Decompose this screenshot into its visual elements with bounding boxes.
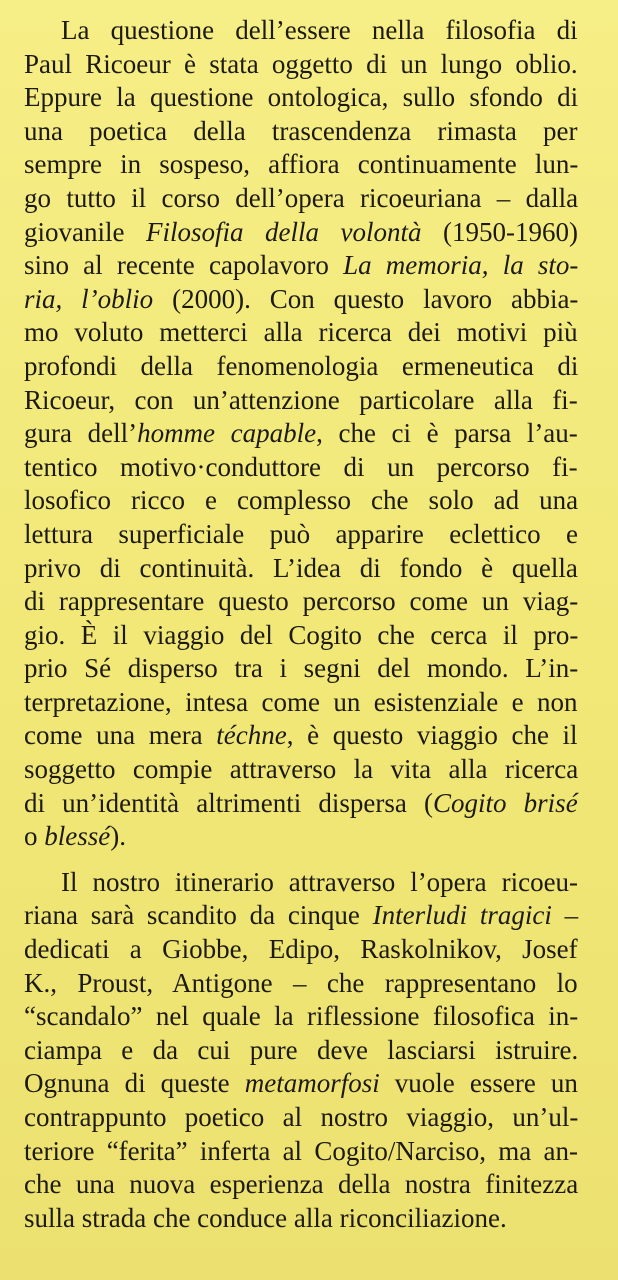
text-line: dedicati a Giobbe, Edipo, Raskolnikov, Josef [24,934,578,965]
text-line: losofico ricco e complesso che solo ad una [24,485,579,516]
text-line: di un’identità altrimenti dispersa (Cogito brisé [24,787,578,818]
text-line: gio. È il viaggio del Cogito che cerca il pro- [24,619,579,650]
text-line: go tutto il corso dell’opera ricoeuriana – dalla [24,182,579,213]
paragraph-1 [24,14,578,854]
text-line: “scandalo” nel quale la riflessione filosofica in- [24,1001,579,1032]
body-text [24,14,578,1235]
text-line: sempre in sospeso, affiora continuamente lun- [24,149,579,180]
text-line: tentico motivo·conduttore di un percorso fi- [24,451,578,482]
text-line: Paul Ricoeur è stata oggetto di un lungo oblio. [24,48,578,79]
text-line: profondi della fenomenologia ermeneutica di [24,350,579,381]
text-line: mo voluto metterci alla ricerca dei motivi più [24,317,578,348]
text-line: privo di continuità. L’idea di fondo è quella [24,552,578,583]
text-line: La questione dell’essere nella filosofia di [61,15,578,45]
text-line: riana sarà scandito da cinque Interludi tragici – [24,900,579,931]
text-line: contrappunto poetico al nostro viaggio, un’ul- [24,1102,579,1132]
text-line: giovanile Filosofia della volontà (1950-1960) [24,216,578,247]
text-line: sulla strada che conduce alla riconciliazione. [24,1202,507,1233]
text-line: Il nostro itinerario attraverso l’opera ricoeu- [61,866,579,897]
text-line: una poetica della trascendenza rimasta per [24,115,578,146]
text-line: K., Proust, Antigone – che rappresentano lo [24,967,578,998]
text-line: terpretazione, intesa come un esistenziale e non [24,686,578,717]
text-line: prio Sé disperso tra i segni del mondo. L’in- [24,653,579,684]
text-line: che una nuova esperienza della nostra finitezza [24,1169,579,1200]
text-line: o blessé). [24,821,126,852]
text-line: di rappresentare questo percorso come un viag- [24,586,579,617]
text-line: ria, l’oblio (2000). Con questo lavoro abbia- [24,283,579,314]
text-line: lettura superficiale può apparire eclettico e [24,518,579,549]
text-line: gura dell’homme capable, che ci è parsa l’au- [24,418,578,449]
text-line: teriore “ferita” inferta al Cogito/Narciso, ma an- [24,1135,579,1166]
text-line: soggetto compie attraverso la vita alla ricerca [24,754,579,785]
paragraph-2 [24,866,578,1236]
text-line: Eppure la questione ontologica, sullo sfondo di [24,82,579,113]
text-line: sino al recente capolavoro La memoria, la sto- [24,250,579,281]
text-line: Ricoeur, con un’attenzione particolare alla fi- [24,384,578,415]
text-line: Ognuna di queste metamorfosi vuole essere un [24,1068,578,1099]
text-line: ciampa e da cui pure deve lasciarsi istruire. [24,1034,579,1065]
text-line: come una mera téchne, è questo viaggio che il [24,720,578,751]
